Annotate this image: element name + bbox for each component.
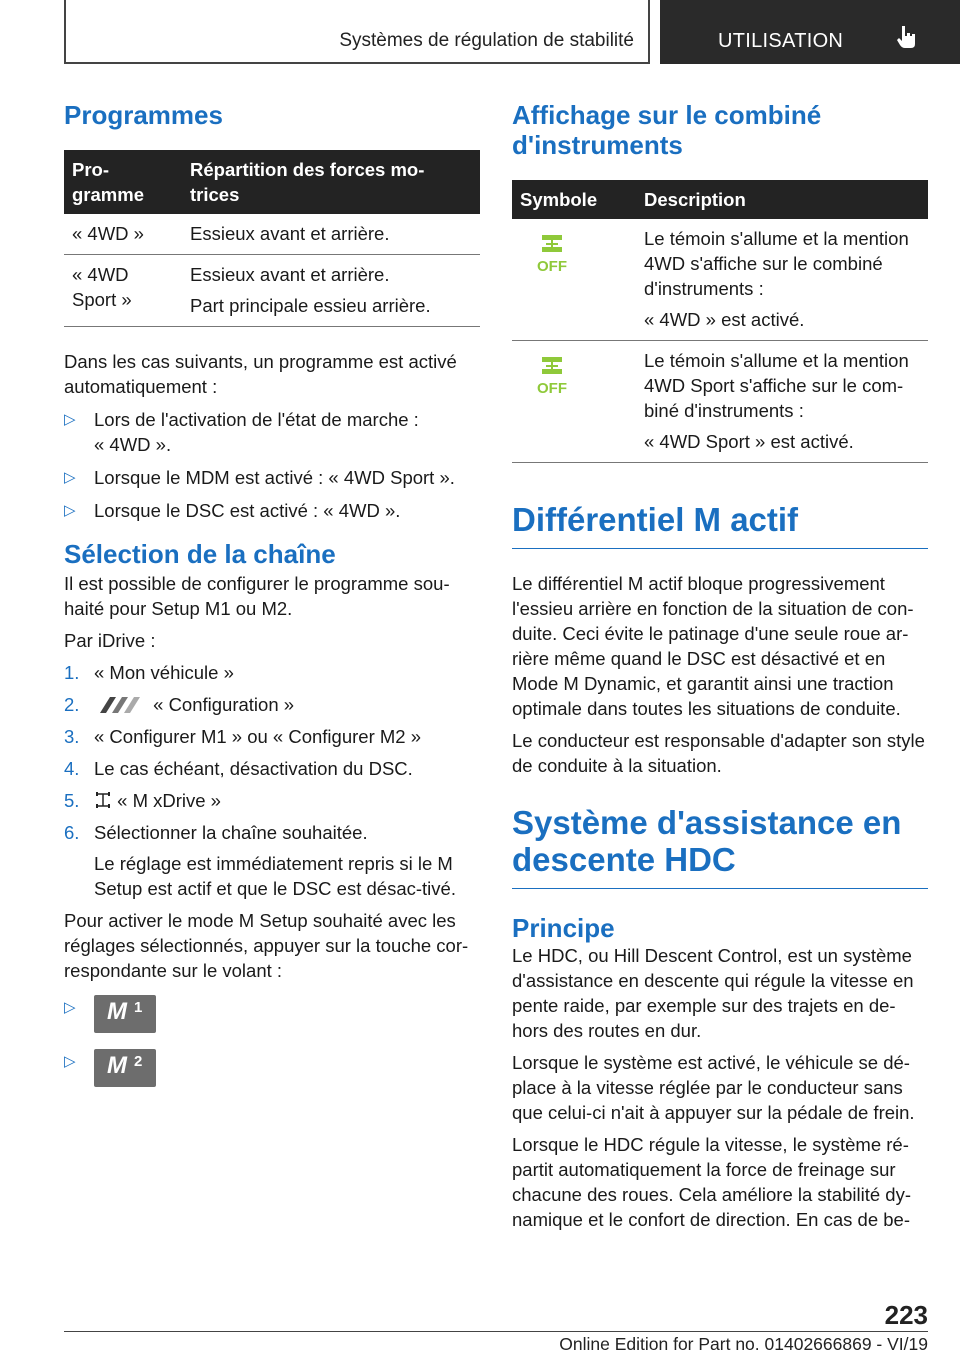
4wd-off-warning-icon: [532, 233, 572, 279]
step-text: « Mon véhicule »: [94, 662, 234, 683]
table-cell-desc: [636, 341, 928, 463]
m2-button-sup: 2: [134, 1053, 143, 1070]
selection-heading: Sélection de la chaîne: [64, 539, 336, 569]
triangle-bullet-icon: ▷: [64, 469, 76, 486]
table-cell-text: Le témoin s'allume et la mention 4WD Sport s'affiche sur le com-biné d'instruments :: [644, 350, 909, 421]
drive-axle-icon: [94, 791, 112, 809]
m1-button-label: M: [107, 998, 127, 1025]
step-text: « Configuration »: [148, 694, 295, 715]
hdc-heading: Système d'assistance en descente HDC: [512, 804, 928, 889]
auto-intro-text: Dans les cas suivants, un programme est activé automatiquement :: [64, 351, 457, 397]
table-cell-symbol: [512, 219, 636, 341]
table-cell-desc: [636, 219, 928, 341]
programmes-table: [64, 150, 480, 327]
selection-text: Il est possible de configurer le programme sou-haité pour Setup M1 ou M2.: [64, 573, 450, 619]
table-cell-text: Essieux avant et arrière.: [190, 223, 390, 244]
list-item: [64, 407, 480, 457]
m-stripes-icon: [94, 697, 148, 713]
table-cell-desc: [182, 255, 480, 327]
triangle-bullet-icon: ▷: [64, 999, 76, 1016]
table-header-description: Description: [636, 180, 928, 219]
triangle-bullet-icon: ▷: [64, 502, 76, 519]
step-number: 3.: [64, 726, 80, 747]
table-cell-text: Part principale essieu arrière.: [190, 295, 431, 316]
step-text: « M xDrive »: [112, 790, 221, 811]
diff-paragraph-1: Le différentiel M actif bloque progressivement l'essieu arrière en fonction de la situation de con-duite. Ceci évite le patinage d'une seule roue ar-rière même quand le DSC est désactivé et en Mode M Dynamic, et garantit ainsi une traction optimale dans toutes les situations de conduite.: [512, 573, 914, 719]
hdc-paragraph-2: Lorsque le système est activé, le véhicule se dé-place à la vitesse réglée par le conducteur sans que celui-ci n'ait à appuyer sur la pédale de frein.: [512, 1052, 915, 1123]
symbols-table: [512, 180, 928, 463]
table-header-symbole: Symbole: [512, 180, 636, 219]
hdc-paragraph-3: Lorsque le HDC régule la vitesse, le système ré-partit automatiquement la force de freinage sur chacune des roues. Cela améliore la stabilité dy-namique et le confort de direction. En cas de be-: [512, 1134, 911, 1230]
list-item-text: Lors de l'activation de l'état de marche : « 4WD ».: [94, 409, 419, 455]
list-item: [64, 820, 480, 901]
header-section-box: [64, 0, 650, 64]
table-cell-programme: « 4WD »: [64, 214, 182, 255]
left-column: [64, 100, 480, 1095]
table-header-programme: Pro- gramme: [64, 150, 182, 214]
table-cell-symbol: [512, 341, 636, 463]
m1-button[interactable]: [94, 995, 156, 1033]
header-chapter-title: UTILISATION: [718, 30, 844, 52]
step-text: Sélectionner la chaîne souhaitée.: [94, 822, 368, 843]
m2-button[interactable]: [94, 1049, 156, 1087]
table-header-repartition: Répartition des forces mo- trices: [182, 150, 480, 214]
list-item: [64, 756, 480, 781]
step-number: 2.: [64, 694, 80, 715]
list-item: [64, 660, 480, 685]
table-cell-text: « 4WD Sport » est activé.: [644, 431, 854, 452]
svg-text:OFF: OFF: [537, 258, 567, 275]
programmes-heading: Programmes: [64, 100, 223, 130]
header-chapter-box: [660, 0, 960, 64]
list-item: [64, 724, 480, 749]
4wd-sport-off-warning-icon: [532, 355, 572, 401]
list-item-text: Lorsque le DSC est activé : « 4WD ».: [94, 500, 401, 521]
table-row: [512, 219, 928, 341]
step-text: « Configurer M1 » ou « Configurer M2 »: [94, 726, 422, 747]
page-number: 223: [884, 1300, 928, 1330]
m1-button-sup: 1: [134, 999, 143, 1016]
auto-activation-list: [64, 407, 480, 523]
hdc-paragraph-1: Le HDC, ou Hill Descent Control, est un système d'assistance en descente qui régule la vitesse en pente raide, par exemple sur des trajets en de-hors des routes en dur.: [512, 945, 914, 1041]
header-section-title: Systèmes de régulation de stabilité: [339, 30, 634, 51]
list-item-text: Lorsque le MDM est activé : « 4WD Sport ».: [94, 467, 455, 488]
m2-button-label: M: [107, 1052, 127, 1079]
principe-heading: Principe: [512, 913, 615, 943]
table-row: [64, 255, 480, 327]
table-cell-programme: « 4WD Sport »: [64, 255, 182, 327]
table-cell-text: « 4WD » est activé.: [644, 309, 805, 330]
list-item: [64, 788, 480, 813]
right-column: [512, 100, 928, 1239]
step-text: Le cas échéant, désactivation du DSC.: [94, 758, 413, 779]
list-item: [64, 1049, 480, 1087]
triangle-bullet-icon: ▷: [64, 411, 76, 428]
step-number: 5.: [64, 790, 80, 811]
table-row: [512, 341, 928, 463]
table-cell-desc: [182, 214, 480, 255]
idrive-label: Par iDrive :: [64, 630, 156, 651]
table-cell-text: Le témoin s'allume et la mention 4WD s'affiche sur le combiné d'instruments :: [644, 228, 909, 299]
list-item: [64, 498, 480, 523]
activate-text: Pour activer le mode M Setup souhaité avec les réglages sélectionnés, appuyer sur la touche cor-respondante sur le volant :: [64, 910, 469, 981]
step-subtext: Le réglage est immédiatement repris si le M Setup est actif et que le DSC est désac-tivé.: [94, 853, 456, 899]
table-cell-text: Essieux avant et arrière.: [190, 264, 390, 285]
list-item: [64, 995, 480, 1033]
footer-divider: [64, 1331, 928, 1332]
display-heading: Affichage sur le combiné d'instruments: [512, 100, 822, 160]
step-number: 4.: [64, 758, 80, 779]
triangle-bullet-icon: ▷: [64, 1053, 76, 1070]
step-number: 1.: [64, 662, 80, 683]
hand-pointer-icon: [894, 24, 920, 50]
list-item: [64, 692, 480, 717]
edition-text: Online Edition for Part no. 01402666869 - VI/19: [559, 1334, 928, 1354]
m-buttons-list: [64, 995, 480, 1087]
svg-text:OFF: OFF: [537, 380, 567, 397]
steps-list: [64, 660, 480, 901]
step-number: 6.: [64, 822, 80, 843]
table-row: [64, 214, 480, 255]
diff-paragraph-2: Le conducteur est responsable d'adapter son style de conduite à la situation.: [512, 730, 925, 776]
diff-heading: Différentiel M actif: [512, 501, 928, 549]
list-item: [64, 465, 480, 490]
